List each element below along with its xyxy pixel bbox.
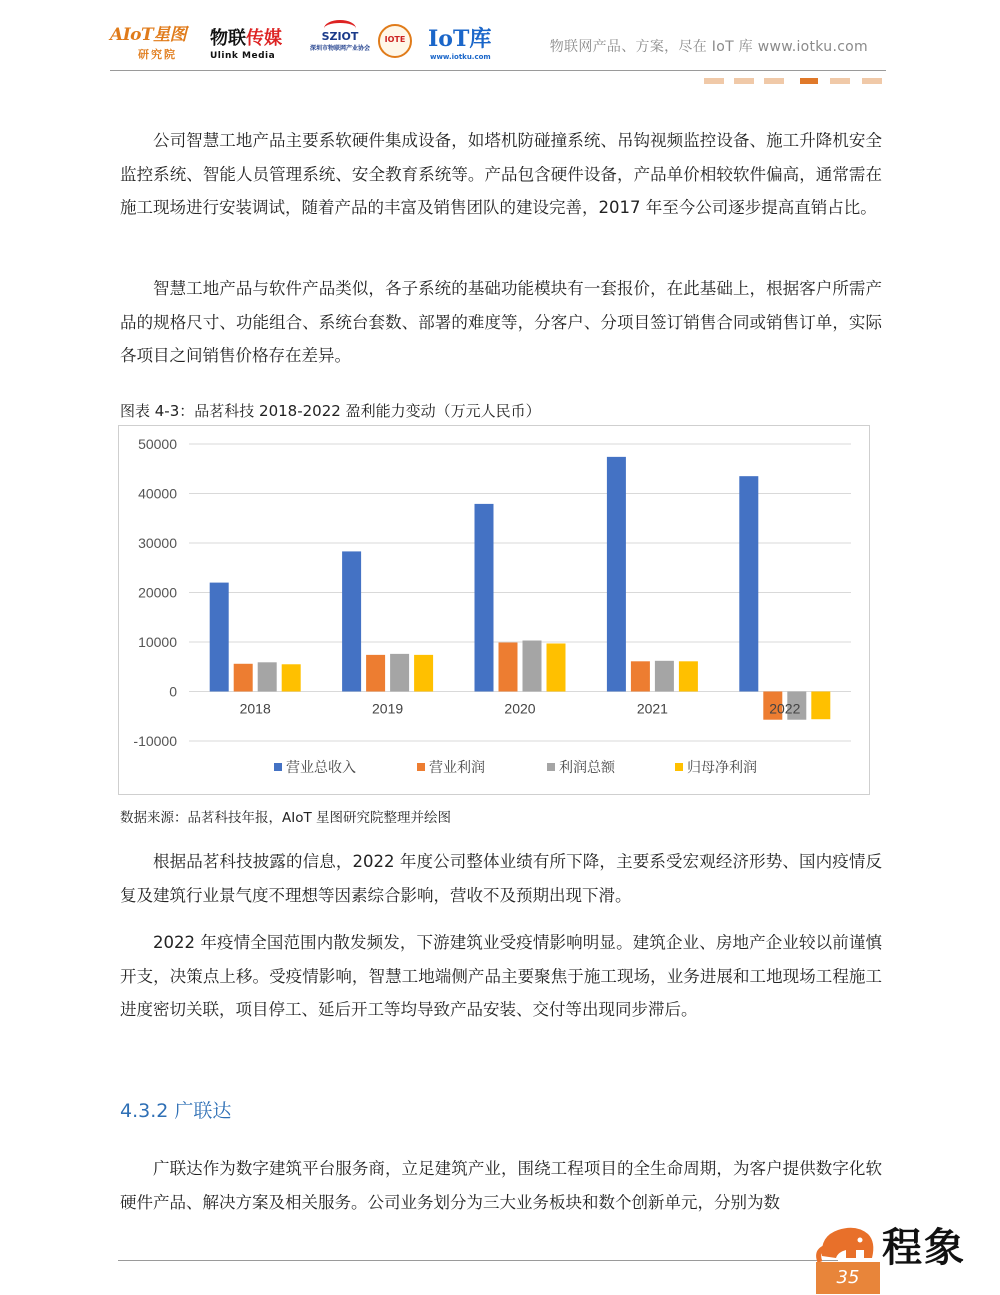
legend-swatch — [417, 763, 425, 771]
x-category-label: 2018 — [239, 700, 271, 717]
bar-2018-series-3 — [282, 664, 301, 691]
bar-2019-series-0 — [342, 551, 361, 691]
bar-2019-series-2 — [390, 654, 409, 692]
footer-divider — [118, 1260, 838, 1261]
paragraph-1: 公司智慧工地产品主要系软硬件集成设备，如塔机防碰撞系统、吊钩视频监控设备、施工升降机安全监控系统、智能人员管理系统、安全教育系统等。产品包含硬件设备，产品单价相较软件偏高，通常需在施工现场进行安装调试，随着产品的丰富及销售团队的建设完善，2017 年至今公司逐步提高直销占比。 — [120, 131, 882, 217]
header-decoration-active — [800, 78, 818, 84]
iotku-logo: IoT库 www.iotku.com — [428, 26, 492, 61]
y-tick-label: 30000 — [138, 535, 177, 551]
legend-label: 利润总额 — [559, 760, 615, 776]
bar-2020-series-1 — [499, 642, 518, 691]
header-decoration — [764, 78, 784, 84]
header-decoration — [862, 78, 882, 84]
bar-2020-series-2 — [523, 641, 542, 692]
paragraph-3: 根据品茗科技披露的信息，2022 年度公司整体业绩有所下降，主要系受宏观经济形势、国内疫情反复及建筑行业景气度不理想等因素综合影响，营收不及预期出现下滑。 — [120, 852, 882, 905]
header-decoration — [704, 78, 724, 84]
x-category-label: 2022 — [769, 700, 801, 717]
watermark-text: 程象 — [882, 1225, 966, 1271]
bar-2019-series-3 — [414, 655, 433, 692]
chart-caption: 图表 4-3：品茗科技 2018-2022 盈利能力变动（万元人民币） — [120, 402, 541, 420]
profitability-bar-chart — [119, 426, 869, 794]
iote-logo: IOTE — [378, 24, 412, 58]
bar-2022-series-3 — [811, 692, 830, 720]
sziot-logo: SZIOT 深圳市物联网产业协会 — [310, 20, 370, 52]
legend-label: 归母净利润 — [687, 760, 757, 776]
header-decoration — [734, 78, 754, 84]
paragraph-5: 广联达作为数字建筑平台服务商，立足建筑产业，围绕工程项目的全生命周期，为客户提供数字化软硬件产品、解决方案及相关服务。公司业务划分为三大业务板块和数个创新单元，分别为数 — [120, 1159, 882, 1212]
bar-2021-series-2 — [655, 661, 674, 692]
paragraph-2: 智慧工地产品与软件产品类似，各子系统的基础功能模块有一套报价，在此基础上，根据客户所需产品的规格尺寸、功能组合、系统台套数、部署的难度等，分客户、分项目签订销售合同或销售订单，实际各项目之间销售价格存在差异。 — [120, 279, 882, 365]
bar-2019-series-1 — [366, 655, 385, 692]
legend-swatch — [675, 763, 683, 771]
paragraph-4: 2022 年疫情全国范围内散发频发，下游建筑业受疫情影响明显。建筑企业、房地产企业较以前谨慎开支，决策点上移。受疫情影响，智慧工地端侧产品主要聚焦于施工现场，业务进展和工地现场工程施工进度密切关联，项目停工、延后开工等均导致产品安装、交付等出现同步滞后。 — [120, 933, 882, 1019]
legend-label: 营业利润 — [429, 760, 485, 776]
legend-label: 营业总收入 — [286, 760, 356, 776]
header-divider — [110, 70, 886, 71]
y-tick-label: 10000 — [138, 634, 177, 650]
elephant-logo-icon — [816, 1218, 880, 1268]
bar-2021-series-3 — [679, 661, 698, 691]
x-category-label: 2021 — [636, 700, 668, 717]
bar-2018-series-1 — [234, 664, 253, 692]
bar-2018-series-0 — [210, 583, 229, 692]
legend-swatch — [547, 763, 555, 771]
bar-2021-series-0 — [607, 457, 626, 692]
header-tagline: 物联网产品、方案，尽在 IoT 库 www.iotku.com — [549, 39, 868, 55]
bar-2020-series-3 — [547, 643, 566, 691]
y-tick-label: 50000 — [138, 436, 177, 452]
y-tick-label: 20000 — [138, 584, 177, 601]
page-header — [110, 18, 888, 78]
x-category-label: 2020 — [504, 700, 536, 717]
y-tick-label: -10000 — [133, 733, 177, 749]
page-number: 35 — [816, 1262, 880, 1294]
aiot-logo: AIoT星图 研究院 — [110, 25, 187, 61]
legend-swatch — [274, 763, 282, 771]
sziot-arc-icon — [324, 20, 356, 37]
bar-2021-series-1 — [631, 661, 650, 691]
bar-2020-series-0 — [475, 504, 494, 692]
ulink-media-logo: 物联传媒 Ulink Media — [210, 28, 282, 61]
data-source-note: 数据来源：品茗科技年报，AIoT 星图研究院整理并绘图 — [120, 810, 452, 826]
bar-2022-series-0 — [739, 476, 758, 691]
x-category-label: 2019 — [372, 700, 404, 717]
bar-2018-series-2 — [258, 662, 277, 691]
watermark — [816, 1210, 976, 1271]
y-tick-label: 40000 — [138, 485, 177, 502]
section-heading: 4.3.2 广联达 — [120, 1100, 232, 1122]
chart-container — [118, 425, 870, 795]
header-decoration — [830, 78, 850, 84]
y-tick-label: 0 — [169, 683, 177, 700]
